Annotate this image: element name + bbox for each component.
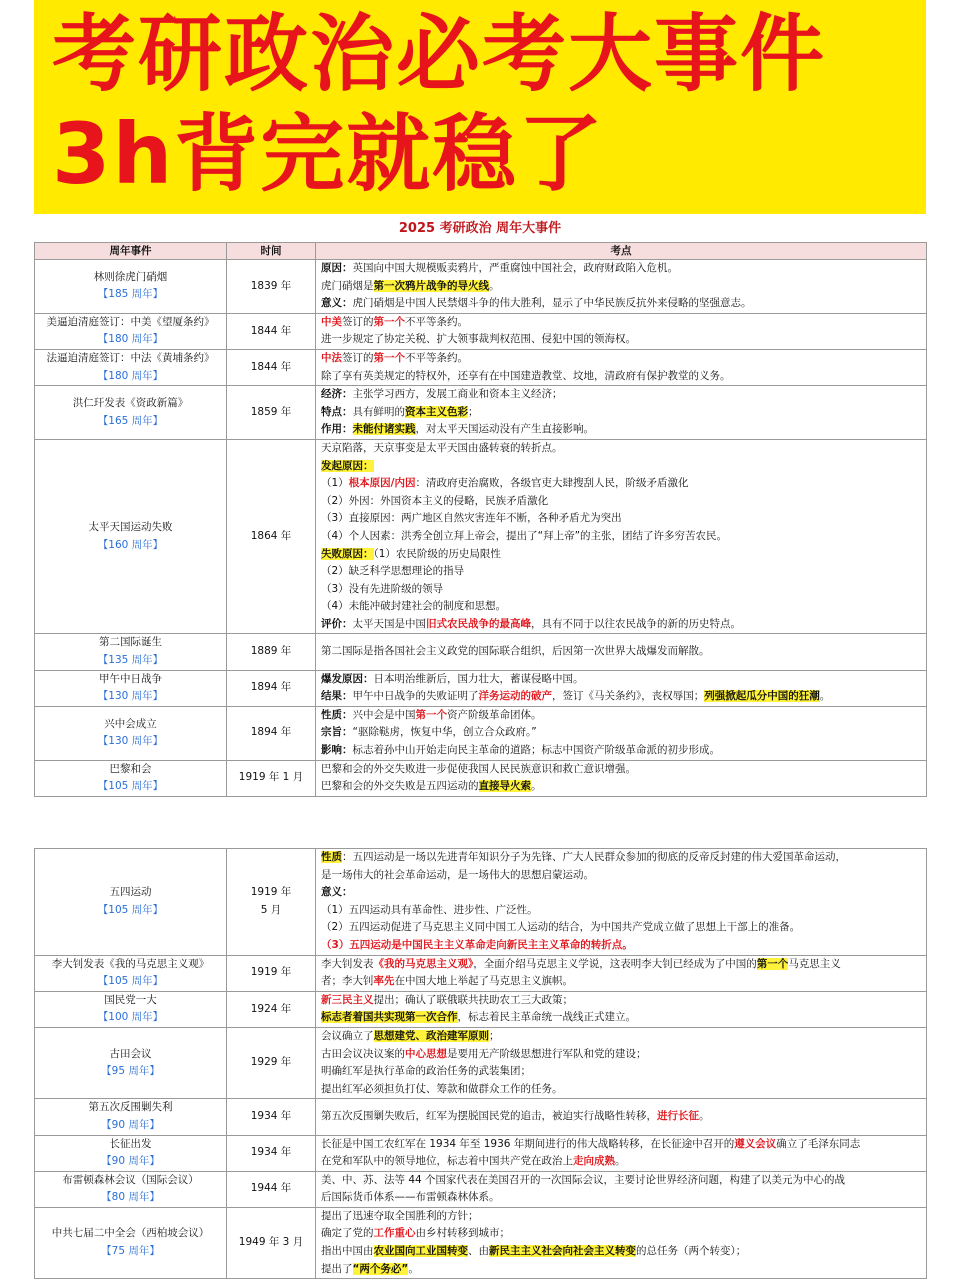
emphasis-text: 第一个 bbox=[415, 708, 447, 721]
point-text: 提出红军必须担负打仗、筹款和做群众工作的任务。 bbox=[321, 1082, 563, 1095]
anniversary-label: 【130 周年】 bbox=[97, 735, 164, 748]
highlighted-text: “两个务必” bbox=[352, 1262, 409, 1275]
table-row bbox=[35, 634, 927, 670]
label-text: 意义： bbox=[321, 886, 353, 899]
point-text: ，全面介绍马克思主义学说，这表明李大钊已经成为了中国的 bbox=[473, 957, 757, 970]
point-text: 不平等条约。 bbox=[405, 315, 468, 328]
point-text: 天京陷落，天京事变是太平天国由盛转衰的转折点。 bbox=[321, 441, 563, 454]
label-text: 作用： bbox=[321, 423, 353, 436]
point-text: 明确红军是执行革命的政治任务的武装集团； bbox=[321, 1065, 531, 1078]
point-text: 在中国大地上举起了马克思主义旗帜。 bbox=[394, 975, 573, 988]
event-name: 甲午中日战争 bbox=[99, 672, 162, 685]
point-text: （2）外因：外国资本主义的侵略，民族矛盾激化 bbox=[321, 494, 549, 507]
point-text: 兴中会是中国 bbox=[352, 708, 416, 721]
point-line bbox=[321, 1225, 921, 1243]
time-cell bbox=[227, 349, 316, 385]
time-cell bbox=[227, 955, 316, 991]
point-text: 签订的 bbox=[342, 315, 374, 328]
point-text: 虎门硝烟是 bbox=[321, 279, 374, 292]
table-header-row bbox=[35, 243, 927, 260]
label-text: 评价： bbox=[321, 617, 353, 630]
point-line bbox=[321, 688, 921, 706]
table-row bbox=[35, 1207, 927, 1278]
point-text: 马克思主义 bbox=[788, 957, 841, 970]
time-value: 1944 年 bbox=[250, 1182, 292, 1195]
point-text: 指出中国由 bbox=[321, 1245, 374, 1258]
point-text: ； bbox=[468, 405, 479, 418]
point-text: （4）未能冲破封建社会的制度和思想。 bbox=[321, 600, 507, 613]
highlighted-text: 失败原因： bbox=[321, 547, 374, 560]
emphasis-text: 中美 bbox=[321, 315, 342, 328]
event-cell bbox=[35, 1027, 227, 1098]
highlighted-text: 性质 bbox=[321, 851, 342, 863]
label-text: 宗旨： bbox=[321, 726, 353, 739]
table-row bbox=[35, 349, 927, 385]
point-text: （2）缺乏科学思想理论的指导 bbox=[321, 565, 465, 578]
point-line bbox=[321, 742, 921, 760]
event-cell bbox=[35, 313, 227, 349]
point-line bbox=[321, 314, 921, 332]
table-row bbox=[35, 706, 927, 760]
event-name: 五四运动 bbox=[109, 886, 152, 899]
event-cell bbox=[35, 1171, 227, 1207]
point-line bbox=[321, 510, 921, 528]
points-cell bbox=[316, 1099, 927, 1135]
point-text: 者；李大钊 bbox=[321, 975, 374, 988]
table-row bbox=[35, 386, 927, 440]
event-name: 布雷顿森林会议（国际会议） bbox=[62, 1173, 199, 1186]
point-line bbox=[321, 421, 921, 439]
time-value: 1894 年 bbox=[250, 726, 292, 739]
event-cell bbox=[35, 760, 227, 796]
event-cell bbox=[35, 1099, 227, 1135]
header-time: 时间 bbox=[227, 243, 316, 260]
table-row bbox=[35, 955, 927, 991]
emphasis-text: 《我的马克思主义观》 bbox=[373, 957, 474, 970]
emphasis-text: 中心思想 bbox=[405, 1047, 447, 1060]
points-cell bbox=[316, 760, 927, 796]
time-cell bbox=[227, 991, 316, 1027]
table-row bbox=[35, 849, 927, 956]
point-text: 。 bbox=[531, 780, 542, 793]
event-cell bbox=[35, 439, 227, 634]
event-cell bbox=[35, 706, 227, 760]
point-text: 是要用无产阶级思想进行军队和党的建设； bbox=[447, 1047, 647, 1060]
emphasis-text: 率先 bbox=[373, 975, 395, 988]
point-text: 主张学习西方，发展工商业和资本主义经济； bbox=[352, 388, 563, 401]
point-text: 。 bbox=[408, 1262, 419, 1275]
event-name: 李大钊发表《我的马克思主义观》 bbox=[51, 957, 210, 970]
points-cell bbox=[316, 386, 927, 440]
point-text: 、由 bbox=[468, 1245, 489, 1258]
anniversary-label: 【105 周年】 bbox=[97, 903, 164, 916]
time-cell bbox=[227, 313, 316, 349]
point-line bbox=[321, 1153, 921, 1171]
anniversary-label: 【160 周年】 bbox=[97, 538, 164, 551]
point-text: 提出了迅速夺取全国胜利的方针； bbox=[321, 1209, 479, 1222]
time-value: 5 月 bbox=[260, 903, 282, 916]
highlighted-text: 列强掀起瓜分中国的狂潮 bbox=[704, 690, 820, 703]
label-text: 原因： bbox=[321, 262, 353, 274]
point-line bbox=[321, 1081, 921, 1099]
emphasis-text: 进行长征 bbox=[657, 1110, 699, 1123]
time-value: 1864 年 bbox=[250, 529, 292, 542]
event-cell bbox=[35, 670, 227, 706]
point-text: 进一步规定了协定关税、扩大领事裁判权范围、侵犯中国的领海权。 bbox=[321, 333, 636, 346]
event-cell bbox=[35, 991, 227, 1027]
point-line bbox=[321, 546, 921, 564]
highlighted-text: 直接导火索 bbox=[478, 780, 531, 793]
point-text: 太平天国是中国 bbox=[352, 617, 426, 630]
point-line bbox=[321, 1189, 921, 1207]
point-line bbox=[321, 458, 921, 476]
time-cell bbox=[227, 634, 316, 670]
anniversary-label: 【95 周年】 bbox=[101, 1065, 160, 1078]
point-line bbox=[321, 956, 921, 974]
table-row bbox=[35, 260, 927, 314]
point-text: 第二国际是指各国社会主义政党的国际联合组织，后因第一次世界大战爆发而解散。 bbox=[321, 645, 710, 658]
point-text: 不平等条约。 bbox=[405, 351, 468, 364]
event-name: 巴黎和会 bbox=[109, 762, 152, 775]
point-text: ：清政府吏治腐败，各级官吏大肆搜刮人民，阶级矛盾激化 bbox=[415, 477, 689, 490]
point-line bbox=[321, 849, 921, 867]
point-text: 甲午中日战争的失败证明了 bbox=[352, 690, 479, 703]
point-line bbox=[321, 992, 921, 1010]
point-text: ，对太平天国运动没有产生直接影响。 bbox=[415, 423, 594, 436]
anniversary-label: 【180 周年】 bbox=[97, 369, 164, 382]
point-text: ，具有不同于以往农民战争的新的历史特点。 bbox=[531, 617, 741, 630]
time-value: 1839 年 bbox=[250, 279, 292, 292]
events-table bbox=[34, 242, 927, 797]
time-value: 1934 年 bbox=[250, 1146, 292, 1159]
point-text: 资产阶级革命团体。 bbox=[447, 708, 542, 721]
point-line bbox=[321, 671, 921, 689]
anniversary-label: 【80 周年】 bbox=[101, 1191, 160, 1204]
point-text: 除了享有英美规定的特权外，还享有在中国建造教堂、坟地，清政府有保护教堂的义务。 bbox=[321, 369, 731, 382]
time-value: 1934 年 bbox=[250, 1110, 292, 1123]
point-line bbox=[321, 475, 921, 493]
event-name: 中共七届二中全会（西柏坡会议） bbox=[51, 1227, 210, 1240]
event-name: 美逼迫清庭签订：中美《望厦条约》 bbox=[46, 315, 215, 328]
time-value: 1929 年 bbox=[250, 1056, 292, 1069]
emphasis-text: （3）五四运动是中国民主主义革命走向新民主主义革命的转折点。 bbox=[321, 938, 633, 951]
point-line bbox=[321, 761, 921, 779]
point-line bbox=[321, 1108, 921, 1126]
title-banner bbox=[34, 0, 926, 214]
point-text: 会议确立了 bbox=[321, 1029, 374, 1042]
time-value: 1919 年 bbox=[250, 886, 292, 899]
points-cell bbox=[316, 349, 927, 385]
point-line bbox=[321, 778, 921, 796]
point-line bbox=[321, 1136, 921, 1154]
points-cell bbox=[316, 1171, 927, 1207]
header-event: 周年事件 bbox=[35, 243, 227, 260]
point-text: 确立了毛泽东同志 bbox=[776, 1137, 861, 1150]
point-line bbox=[321, 867, 921, 885]
points-cell bbox=[316, 260, 927, 314]
label-text: 结果： bbox=[321, 690, 353, 703]
label-text: 意义： bbox=[321, 297, 353, 310]
event-name: 洪仁玕发表《资政新篇》 bbox=[72, 396, 189, 409]
point-line bbox=[321, 350, 921, 368]
points-cell bbox=[316, 313, 927, 349]
point-text: 是一场伟大的社会革命运动，是一场伟大的思想启蒙运动。 bbox=[321, 868, 594, 881]
time-value: 1844 年 bbox=[250, 324, 292, 337]
emphasis-text: 根本原因/内因 bbox=[348, 477, 416, 490]
event-cell bbox=[35, 349, 227, 385]
point-line bbox=[321, 973, 921, 991]
highlighted-text: 发起原因： bbox=[321, 459, 374, 472]
emphasis-text: 工作重心 bbox=[373, 1227, 416, 1240]
point-line bbox=[321, 295, 921, 313]
time-value: 1894 年 bbox=[250, 681, 292, 694]
point-line bbox=[321, 404, 921, 422]
event-name: 古田会议 bbox=[109, 1047, 152, 1060]
point-line bbox=[321, 563, 921, 581]
time-value: 1859 年 bbox=[250, 405, 292, 418]
point-text: 提出了 bbox=[321, 1262, 353, 1275]
banner-title-line1: 考研政治必考大事件 bbox=[52, 5, 827, 103]
point-line bbox=[321, 884, 921, 902]
time-cell bbox=[227, 760, 316, 796]
event-cell bbox=[35, 260, 227, 314]
point-text: ：五四运动是一场以先进青年知识分子为先锋、广大人民群众参加的彻底的反帝反封建的伟大爱国革命运动， bbox=[342, 851, 846, 863]
emphasis-text: 旧式农民战争的最高峰 bbox=[426, 617, 531, 630]
point-line bbox=[321, 1243, 921, 1261]
point-text: ，签订《马关条约》，丧权辱国； bbox=[552, 690, 705, 703]
emphasis-text: 遵义会议 bbox=[734, 1137, 777, 1150]
anniversary-label: 【165 周年】 bbox=[97, 414, 164, 427]
event-name: 第二国际诞生 bbox=[99, 636, 162, 649]
points-cell bbox=[316, 1135, 927, 1171]
point-line bbox=[321, 643, 921, 661]
event-name: 太平天国运动失败 bbox=[88, 521, 173, 534]
point-text: 确定了党的 bbox=[321, 1227, 374, 1240]
points-cell bbox=[316, 991, 927, 1027]
point-line bbox=[321, 386, 921, 404]
point-text: （1）五四运动具有革命性、进步性、广泛性。 bbox=[321, 903, 538, 916]
event-cell bbox=[35, 1207, 227, 1278]
point-text: （2）五四运动促进了马克思主义同中国工人运动的结合，为中国共产党成立做了思想上干部上的准备。 bbox=[321, 921, 801, 934]
point-line bbox=[321, 1028, 921, 1046]
emphasis-text: 洋务运动的破产 bbox=[478, 690, 552, 703]
time-value: 1919 年 1 月 bbox=[238, 771, 304, 784]
point-line bbox=[321, 1261, 921, 1279]
point-text: 提出；确认了联俄联共扶助农工三大政策； bbox=[373, 993, 573, 1006]
point-text: （1）农民阶级的历史局限性 bbox=[373, 547, 501, 560]
point-text: 第五次反围剿失败后，红军为摆脱国民党的追击，被迫实行战略性转移， bbox=[321, 1110, 657, 1123]
time-cell bbox=[227, 706, 316, 760]
time-value: 1844 年 bbox=[250, 360, 292, 373]
point-text: 虎门硝烟是中国人民禁烟斗争的伟大胜利，显示了中华民族反抗外来侵略的坚强意志。 bbox=[352, 297, 752, 310]
point-text: 在党和军队中的领导地位，标志着中国共产党在政治上 bbox=[321, 1155, 573, 1168]
points-cell bbox=[316, 1027, 927, 1098]
event-name: 国民党一大 bbox=[104, 993, 157, 1006]
point-line bbox=[321, 919, 921, 937]
table-row bbox=[35, 760, 927, 796]
point-line bbox=[321, 598, 921, 616]
time-value: 1889 年 bbox=[250, 645, 292, 658]
point-line bbox=[321, 440, 921, 458]
point-text: 标志着孙中山开始走向民主革命的道路；标志中国资产阶级革命派的初步形成。 bbox=[352, 744, 720, 757]
table-row bbox=[35, 313, 927, 349]
point-line bbox=[321, 937, 921, 955]
event-name: 法逼迫清庭签订：中法《黄埔条约》 bbox=[46, 351, 215, 364]
point-text: 英国向中国大规模贩卖鸦片，严重腐蚀中国社会，政府财政陷入危机。 bbox=[352, 262, 678, 274]
anniversary-label: 【105 周年】 bbox=[97, 780, 164, 793]
point-text: 。 bbox=[819, 690, 831, 703]
emphasis-text: 中法 bbox=[321, 351, 342, 364]
highlighted-text: 第一个 bbox=[756, 957, 789, 970]
emphasis-text: 新三民主义 bbox=[321, 993, 374, 1006]
emphasis-text: 走向成熟 bbox=[573, 1155, 615, 1168]
table-row bbox=[35, 1171, 927, 1207]
point-line bbox=[321, 278, 921, 296]
points-cell bbox=[316, 706, 927, 760]
point-text: （3）直接原因：两广地区自然灾害连年不断，各种矛盾尤为突出 bbox=[321, 512, 622, 525]
point-text: 由乡村转移到城市； bbox=[415, 1227, 510, 1240]
point-line bbox=[321, 1063, 921, 1081]
highlighted-text: 第一次鸦片战争的导火线 bbox=[373, 279, 489, 292]
point-line bbox=[321, 1009, 921, 1027]
label-text: 爆发原因： bbox=[321, 672, 374, 685]
highlighted-text: 资本主义色彩 bbox=[405, 405, 468, 418]
highlighted-text: 标志者着国共实现第一次合作 bbox=[321, 1011, 458, 1024]
event-name: 林则徐虎门硝烟 bbox=[93, 270, 168, 283]
events-table-continued bbox=[34, 848, 927, 1279]
points-cell bbox=[316, 849, 927, 956]
point-line bbox=[321, 616, 921, 634]
anniversary-label: 【90 周年】 bbox=[101, 1155, 160, 1168]
event-cell bbox=[35, 634, 227, 670]
table-row bbox=[35, 1099, 927, 1135]
emphasis-text: 第一个 bbox=[373, 315, 405, 328]
time-cell bbox=[227, 1027, 316, 1098]
point-text: 具有鲜明的 bbox=[352, 405, 405, 418]
point-line bbox=[321, 1046, 921, 1064]
time-cell bbox=[227, 849, 316, 956]
anniversary-label: 【180 周年】 bbox=[97, 333, 164, 346]
point-text: ，标志着民主革命统一战线正式建立。 bbox=[457, 1011, 636, 1024]
highlighted-text: 农业国向工业国转变 bbox=[373, 1245, 468, 1258]
time-cell bbox=[227, 1135, 316, 1171]
time-value: 1924 年 bbox=[250, 1002, 292, 1015]
event-name: 第五次反围剿失利 bbox=[88, 1101, 173, 1114]
time-cell bbox=[227, 260, 316, 314]
point-text: “驱除鞑虏，恢复中华，创立合众政府。” bbox=[352, 726, 537, 739]
point-line bbox=[321, 493, 921, 511]
point-line bbox=[321, 707, 921, 725]
point-text: 。 bbox=[489, 279, 500, 292]
point-line bbox=[321, 581, 921, 599]
label-text: 经济： bbox=[321, 388, 353, 401]
point-text: 李大钊发表 bbox=[321, 957, 374, 970]
point-line bbox=[321, 1172, 921, 1190]
time-cell bbox=[227, 386, 316, 440]
time-cell bbox=[227, 1099, 316, 1135]
event-cell bbox=[35, 955, 227, 991]
points-cell bbox=[316, 1207, 927, 1278]
point-text: 签订的 bbox=[342, 351, 374, 364]
anniversary-label: 【185 周年】 bbox=[97, 288, 164, 301]
label-text: 特点： bbox=[321, 405, 353, 418]
time-cell bbox=[227, 1171, 316, 1207]
points-cell bbox=[316, 634, 927, 670]
point-line bbox=[321, 902, 921, 920]
point-line bbox=[321, 260, 921, 278]
point-line bbox=[321, 1208, 921, 1226]
point-text: 巴黎和会的外交失败是五四运动的 bbox=[321, 780, 479, 793]
point-text: 古田会议决议案的 bbox=[321, 1047, 405, 1060]
event-name: 兴中会成立 bbox=[104, 717, 157, 730]
point-text: 后国际货币体系——布雷顿森林体系。 bbox=[321, 1191, 500, 1204]
time-cell bbox=[227, 670, 316, 706]
point-text: 。 bbox=[699, 1110, 710, 1123]
anniversary-label: 【100 周年】 bbox=[97, 1011, 164, 1024]
point-text: （3）没有先进阶级的领导 bbox=[321, 582, 444, 595]
point-line bbox=[321, 368, 921, 386]
label-text: 性质： bbox=[321, 708, 353, 721]
point-text: 巴黎和会的外交失败进一步促使我国人民民族意识和救亡意识增强。 bbox=[321, 762, 636, 775]
highlighted-text: 新民主主义社会向社会主义转变 bbox=[489, 1245, 636, 1258]
point-text: （1） bbox=[321, 477, 349, 490]
document-subtitle: 2025 考研政治 周年大事件 bbox=[398, 221, 562, 236]
table-row bbox=[35, 991, 927, 1027]
point-text: （4）个人因素：洪秀全创立拜上帝会，提出了“拜上帝”的主张，团结了许多穷苦农民。 bbox=[321, 529, 728, 542]
highlighted-text: 未能付诸实践 bbox=[352, 423, 416, 436]
time-value: 1949 年 3 月 bbox=[238, 1236, 304, 1249]
banner-title-line2: 3h背完就稳了 bbox=[52, 105, 605, 203]
event-cell bbox=[35, 386, 227, 440]
point-text: 。 bbox=[615, 1155, 626, 1168]
point-text: ； bbox=[489, 1029, 500, 1042]
point-text: 的总任务（两个转变）； bbox=[636, 1245, 747, 1258]
anniversary-label: 【90 周年】 bbox=[101, 1118, 160, 1131]
header-points: 考点 bbox=[316, 243, 927, 260]
points-cell bbox=[316, 439, 927, 634]
label-text: 影响： bbox=[321, 744, 353, 757]
point-text: 日本明治维新后，国力壮大，蓄谋侵略中国。 bbox=[373, 672, 584, 685]
anniversary-label: 【130 周年】 bbox=[97, 690, 164, 703]
time-value: 1919 年 bbox=[250, 966, 292, 979]
anniversary-label: 【135 周年】 bbox=[97, 654, 164, 667]
point-text: 长征是中国工农红军在 1934 年至 1936 年期间进行的伟大战略转移，在长征途中召开的 bbox=[321, 1137, 735, 1150]
point-line bbox=[321, 724, 921, 742]
point-line bbox=[321, 528, 921, 546]
highlighted-text: 思想建党、政治建军原则 bbox=[373, 1029, 489, 1042]
time-cell bbox=[227, 1207, 316, 1278]
table-row bbox=[35, 439, 927, 634]
point-text: 美、中、苏、法等 44 个国家代表在美国召开的一次国际会议，主要讨论世界经济问题，构建了以美元为中心的战 bbox=[321, 1173, 846, 1186]
table-row bbox=[35, 1027, 927, 1098]
table-row bbox=[35, 670, 927, 706]
anniversary-label: 【75 周年】 bbox=[101, 1245, 160, 1258]
emphasis-text: 第一个 bbox=[373, 351, 405, 364]
event-cell bbox=[35, 1135, 227, 1171]
point-line bbox=[321, 331, 921, 349]
table-row bbox=[35, 1135, 927, 1171]
time-cell bbox=[227, 439, 316, 634]
points-cell bbox=[316, 670, 927, 706]
points-cell bbox=[316, 955, 927, 991]
event-cell bbox=[35, 849, 227, 956]
anniversary-label: 【105 周年】 bbox=[97, 975, 164, 988]
event-name: 长征出发 bbox=[109, 1137, 152, 1150]
